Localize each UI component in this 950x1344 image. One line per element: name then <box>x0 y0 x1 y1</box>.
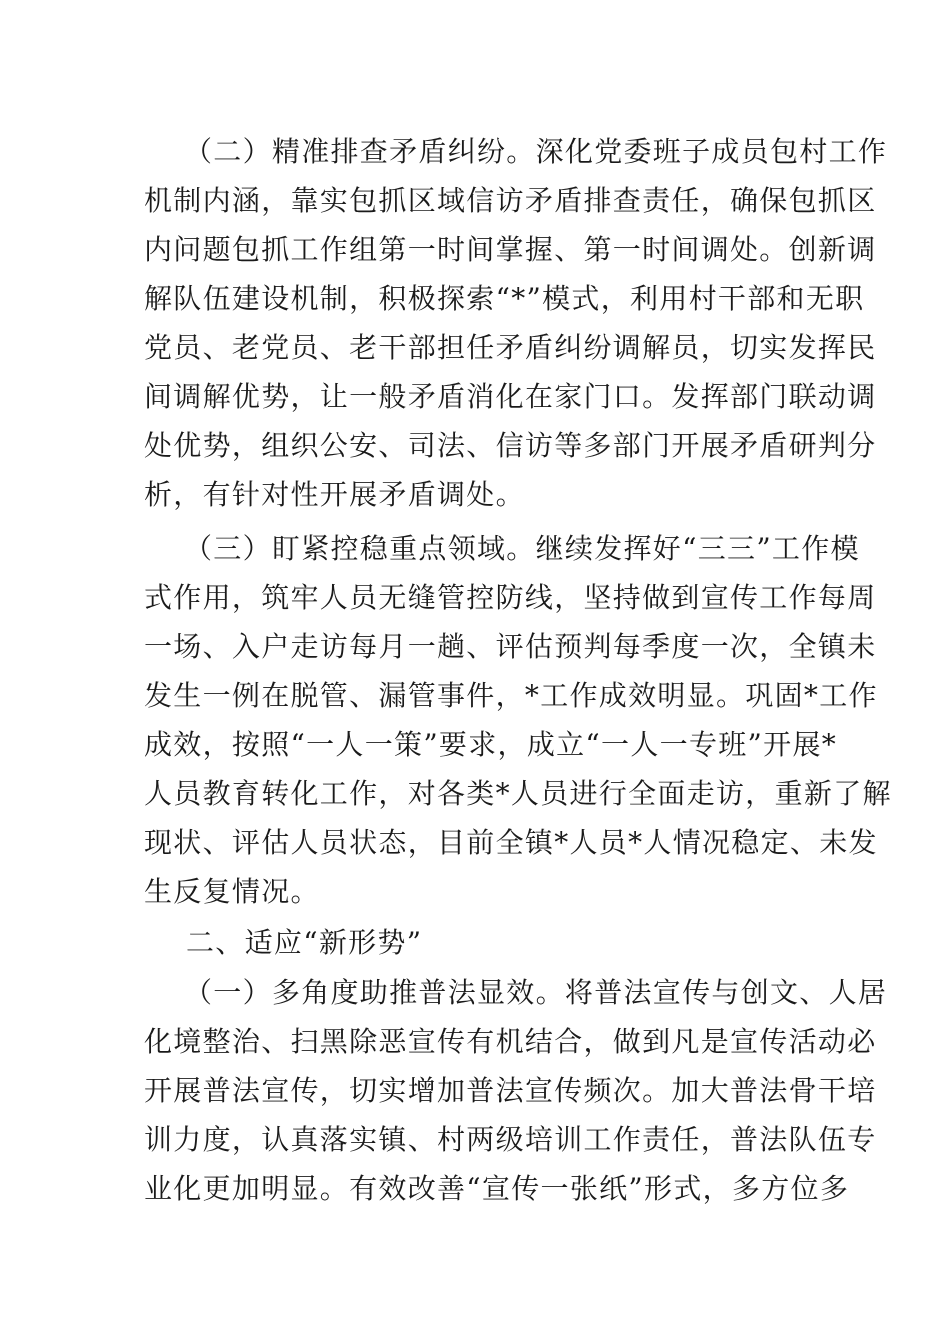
paragraph-2-line-5: 党员、老党员、老干部担任矛盾纠纷调解员，切实发挥民 <box>144 331 877 364</box>
paragraph-3-line-1: （三）盯紧控稳重点领域。继续发挥好“三三”工作模 <box>184 532 860 565</box>
paragraph-2-line-8: 析，有针对性开展矛盾调处。 <box>144 478 525 511</box>
paragraph-4-line-5: 业化更加明显。有效改善“宣传一张纸”形式，多方位多 <box>144 1172 850 1205</box>
paragraph-4-line-1: （一）多角度助推普法显效。将普法宣传与创文、人居 <box>184 976 888 1009</box>
paragraph-2-line-4: 解队伍建设机制，积极探索“*”模式，利用村干部和无职 <box>144 282 865 315</box>
paragraph-2-line-7: 处优势，组织公安、司法、信访等多部门开展矛盾研判分 <box>144 429 877 462</box>
paragraph-2-line-3: 内问题包抓工作组第一时间掌握、第一时间调处。创新调 <box>144 233 877 266</box>
paragraph-2-line-1: （二）精准排查矛盾纠纷。深化党委班子成员包村工作 <box>184 135 888 168</box>
paragraph-3-line-3: 一场、入户走访每月一趟、评估预判每季度一次，全镇未 <box>144 630 877 663</box>
paragraph-3-line-8: 生反复情况。 <box>144 875 320 908</box>
paragraph-2-line-2: 机制内涵，靠实包抓区域信访矛盾排查责任，确保包抓区 <box>144 184 877 217</box>
paragraph-4-line-2: 化境整治、扫黑除恶宣传有机结合，做到凡是宣传活动必 <box>144 1025 877 1058</box>
paragraph-4-line-4: 训力度，认真落实镇、村两级培训工作责任，普法队伍专 <box>144 1123 877 1156</box>
paragraph-3-line-6: 人员教育转化工作，对各类*人员进行全面走访，重新了解 <box>144 777 892 810</box>
paragraph-2-line-6: 间调解优势，让一般矛盾消化在家门口。发挥部门联动调 <box>144 380 877 413</box>
paragraph-4-line-3: 开展普法宣传，切实增加普法宣传频次。加大普法骨干培 <box>144 1074 877 1107</box>
paragraph-3-line-4: 发生一例在脱管、漏管事件，*工作成效明显。巩固*工作 <box>144 679 878 712</box>
paragraph-3-line-7: 现状、评估人员状态，目前全镇*人员*人情况稳定、未发 <box>144 826 878 859</box>
section-heading: 二、适应“新形势” <box>186 926 423 959</box>
paragraph-3-line-5: 成效，按照“一人一策”要求，成立“一人一专班”开展* <box>144 728 838 761</box>
paragraph-3-line-2: 式作用，筑牢人员无缝管控防线，坚持做到宣传工作每周 <box>144 581 877 614</box>
